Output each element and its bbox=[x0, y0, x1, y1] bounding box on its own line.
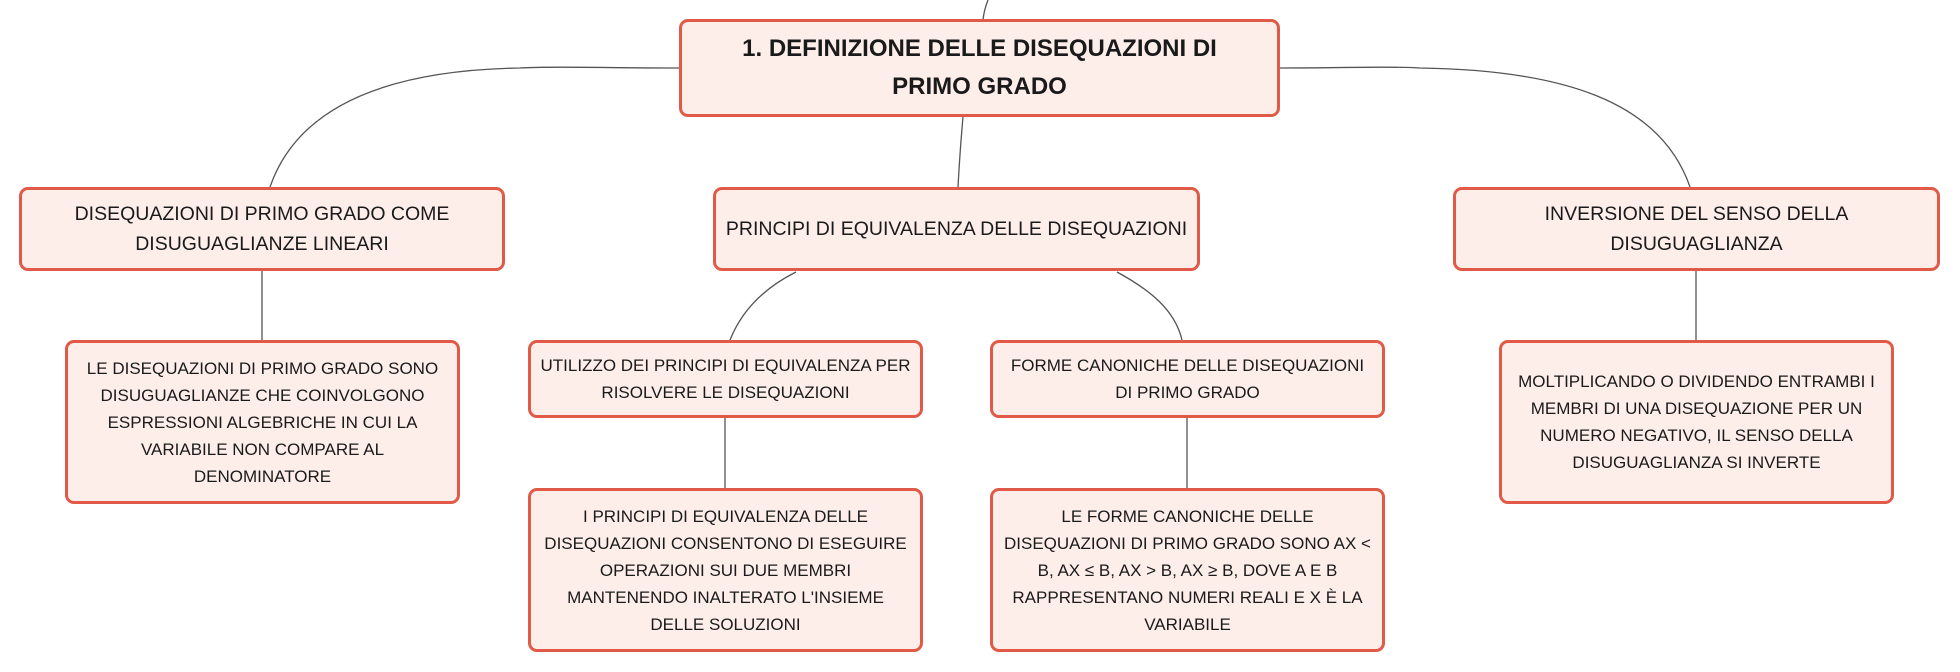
leaf-label: LE FORME CANONICHE DELLE DISEQUAZIONI DI PRIMO GRADO SONO AX < B, AX ≤ B, AX > B, AX ≥ B, DOVE A E B RAPPRESENTANO NUMERI REALI E X È LA VARIABILE bbox=[1004, 506, 1371, 634]
branch-node-disuguaglianze-lineari[interactable] bbox=[19, 187, 505, 271]
connector-branch-2-to-child-2 bbox=[1117, 272, 1182, 340]
leaf-label: MOLTIPLICANDO O DIVIDENDO ENTRAMBI I MEMBRI DI UNA DISEQUAZIONE PER UN NUMERO NEGATIVO, IL SENSO DELLA DISUGUAGLIANZA SI INVERTE bbox=[1518, 372, 1875, 472]
subtopic-node-utilizzo-principi[interactable] bbox=[528, 340, 923, 418]
leaf-node-definizione[interactable] bbox=[65, 340, 460, 504]
root-topic-label: 1. DEFINIZIONE DELLE DISEQUAZIONI DI PRIMO GRADO bbox=[742, 35, 1217, 100]
branch-node-principi-equivalenza[interactable] bbox=[713, 187, 1200, 271]
branch-node-inversione-senso[interactable] bbox=[1453, 187, 1940, 271]
connector-root-to-branch-2 bbox=[958, 117, 963, 187]
subtopic-label: UTILIZZO DEI PRINCIPI DI EQUIVALENZA PER RISOLVERE LE DISEQUAZIONI bbox=[540, 356, 911, 402]
leaf-node-principi-spiegazione[interactable] bbox=[528, 488, 923, 652]
branch-label: INVERSIONE DEL SENSO DELLA DISUGUAGLIANZA bbox=[1544, 203, 1849, 255]
root-topic-node[interactable] bbox=[679, 19, 1280, 117]
leaf-label: LE DISEQUAZIONI DI PRIMO GRADO SONO DISUGUAGLIANZE CHE COINVOLGONO ESPRESSIONI ALGEBRICHE IN CUI LA VARIABILE NON COMPARE AL DENOMINATORE bbox=[86, 358, 439, 486]
connector-branch-2-to-child-1 bbox=[730, 272, 796, 340]
leaf-node-inversione-spiegazione[interactable] bbox=[1499, 340, 1894, 504]
connector-root-to-branch-1 bbox=[270, 67, 680, 187]
subtopic-node-forme-canoniche[interactable] bbox=[990, 340, 1385, 418]
branch-label: PRINCIPI DI EQUIVALENZA DELLE DISEQUAZIONI bbox=[725, 218, 1188, 240]
connector-root-to-branch-3 bbox=[1280, 67, 1690, 187]
branch-label: DISEQUAZIONI DI PRIMO GRADO COME DISUGUAGLIANZE LINEARI bbox=[74, 203, 450, 255]
leaf-node-forme-spiegazione[interactable] bbox=[990, 488, 1385, 652]
leaf-label: I PRINCIPI DI EQUIVALENZA DELLE DISEQUAZIONI CONSENTONO DI ESEGUIRE OPERAZIONI SUI DUE MEMBRI MANTENENDO INALTERATO L'INSIEME DELLE SOLUZIONI bbox=[544, 506, 907, 634]
subtopic-label: FORME CANONICHE DELLE DISEQUAZIONI DI PRIMO GRADO bbox=[1010, 356, 1365, 402]
connector-root-top bbox=[983, 0, 988, 20]
